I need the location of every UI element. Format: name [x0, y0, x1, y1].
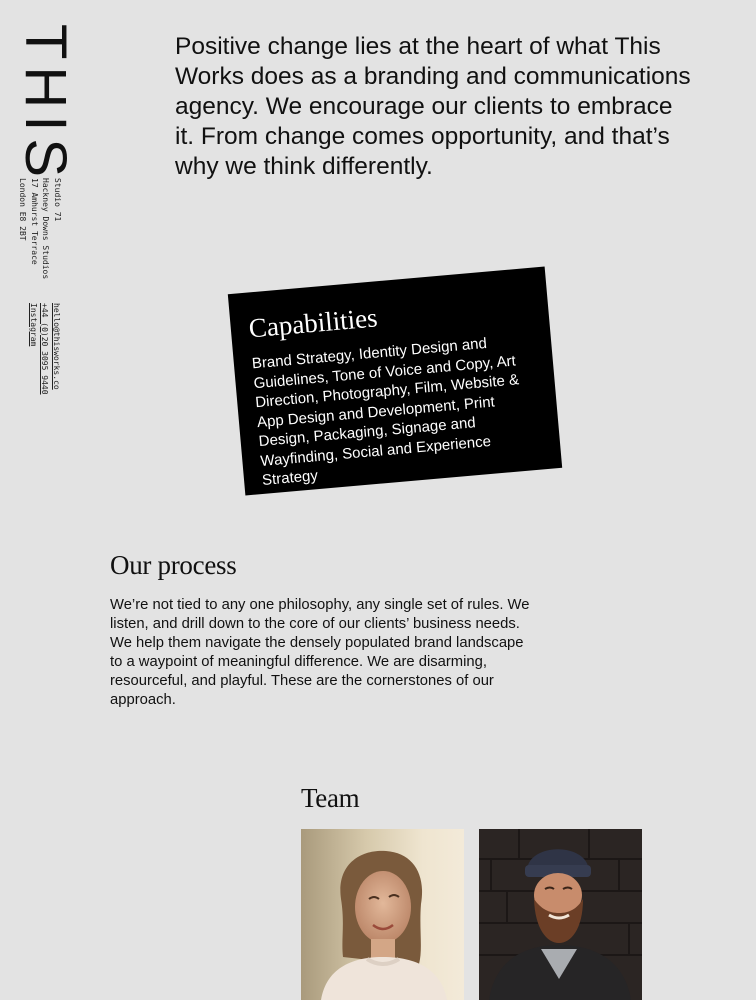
address-line: 17 Amhurst Terrace — [30, 178, 39, 265]
address-line: Studio 71 — [53, 178, 62, 222]
capabilities-card — [228, 267, 562, 496]
woman-portrait-image — [301, 829, 464, 1000]
intro-paragraph: Positive change lies at the heart of what This Works does as a branding and communications agency. We encourage our clients to embrace it. From change comes opportunity, and that’s why we think differently. — [175, 33, 691, 180]
man-portrait-image — [479, 829, 642, 1000]
logo[interactable] — [12, 24, 78, 185]
phone-link[interactable]: +44 (0)20 3095 9440 — [40, 303, 50, 395]
process-heading: Our process — [110, 550, 237, 580]
left-rail — [0, 0, 90, 1000]
capabilities-title: Capabilities — [247, 302, 379, 344]
address-line: Hackney Downs Studios — [41, 178, 51, 280]
contact-links — [28, 303, 63, 395]
instagram-link[interactable]: Instagram — [29, 303, 38, 347]
team-member-photo[interactable] — [301, 829, 464, 1000]
studio-address — [17, 178, 63, 279]
capabilities-list: Brand Strategy, Identity Design and Guidelines, Tone of Voice and Copy, Art Direction, Photography, Film, Website & App Design and Development, Print Design, Packaging, Signage and Wayfinding, Social and Experience Strategy — [251, 334, 520, 489]
logo-text: THIS — [13, 24, 78, 185]
process-paragraph: We’re not tied to any one philosophy, any single set of rules. We listen, and drill down to the core of our clients’ business needs. We help them navigate the densely populated brand landscape to a waypoint of meaningful difference. We are disarming, resourceful, and playful. These are the cornerstones of our approach. — [110, 597, 530, 708]
team-heading: Team — [301, 783, 360, 813]
address-line: London E8 2BT — [18, 178, 28, 241]
email-link[interactable]: hello@thisworks.co — [52, 303, 61, 390]
team-member-photo[interactable] — [479, 829, 642, 1000]
